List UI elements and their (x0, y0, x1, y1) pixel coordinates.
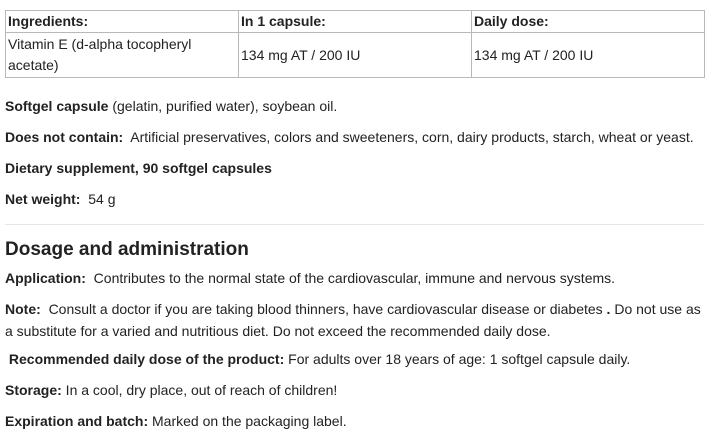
softgel-label: Softgel capsule (5, 98, 109, 114)
note-label: Note: (5, 301, 41, 317)
cell-ingredient: Vitamin E (d-alpha tocopheryl acetate) (6, 33, 239, 78)
note-dot: . (602, 301, 615, 317)
header-daily-dose: Daily dose: (472, 11, 705, 33)
expiration-text: Marked on the packaging label. (148, 413, 347, 429)
net-weight-line (5, 190, 115, 208)
header-ingredients: Ingredients: (6, 11, 239, 33)
expiration-label: Expiration and batch: (5, 413, 149, 429)
not-contain-label: Does not contain: (5, 129, 124, 145)
application-line (5, 269, 615, 287)
cell-daily-amount: 134 mg AT / 200 IU (472, 33, 705, 78)
net-weight-label: Net weight: (5, 191, 81, 207)
expiration-line (5, 412, 347, 430)
softgel-line (5, 97, 337, 115)
storage-line (5, 381, 337, 399)
note-text-2: Do not use as a substitute for a varied and nutritious diet. Do not exceed the recommended daily dose. (5, 301, 701, 339)
softgel-text: (gelatin, purified water), soybean oil. (108, 98, 338, 114)
cell-capsule-amount: 134 mg AT / 200 IU (239, 33, 472, 78)
recommended-text: For adults over 18 years of age: 1 softgel capsule daily. (284, 351, 631, 367)
table-row (6, 33, 705, 78)
ingredients-table (5, 10, 705, 78)
header-in-1-capsule: In 1 capsule: (239, 11, 472, 33)
note-text: Consult a doctor if you are taking blood thinners, have cardiovascular disease or diabetes (48, 301, 603, 317)
net-weight-value: 54 g (88, 191, 116, 207)
not-contain-text: Artificial preservatives, colors and sweeteners, corn, dairy products, starch, wheat or yeast. (130, 129, 694, 145)
storage-text: In a cool, dry place, out of reach of children! (61, 382, 338, 398)
storage-label: Storage: (5, 382, 62, 398)
note-block (5, 298, 704, 342)
product-info-page (5, 10, 705, 429)
not-contain-line (5, 128, 694, 146)
section-divider (5, 224, 704, 225)
table-header-row (6, 11, 705, 33)
recommended-line (5, 350, 630, 368)
supplement-line: Dietary supplement, 90 softgel capsules (5, 160, 272, 176)
application-text: Contributes to the normal state of the cardiovascular, immune and nervous systems. (93, 270, 616, 286)
dosage-heading: Dosage and administration (5, 239, 249, 260)
recommended-label: Recommended daily dose of the product: (8, 351, 285, 367)
application-label: Application: (5, 270, 86, 286)
